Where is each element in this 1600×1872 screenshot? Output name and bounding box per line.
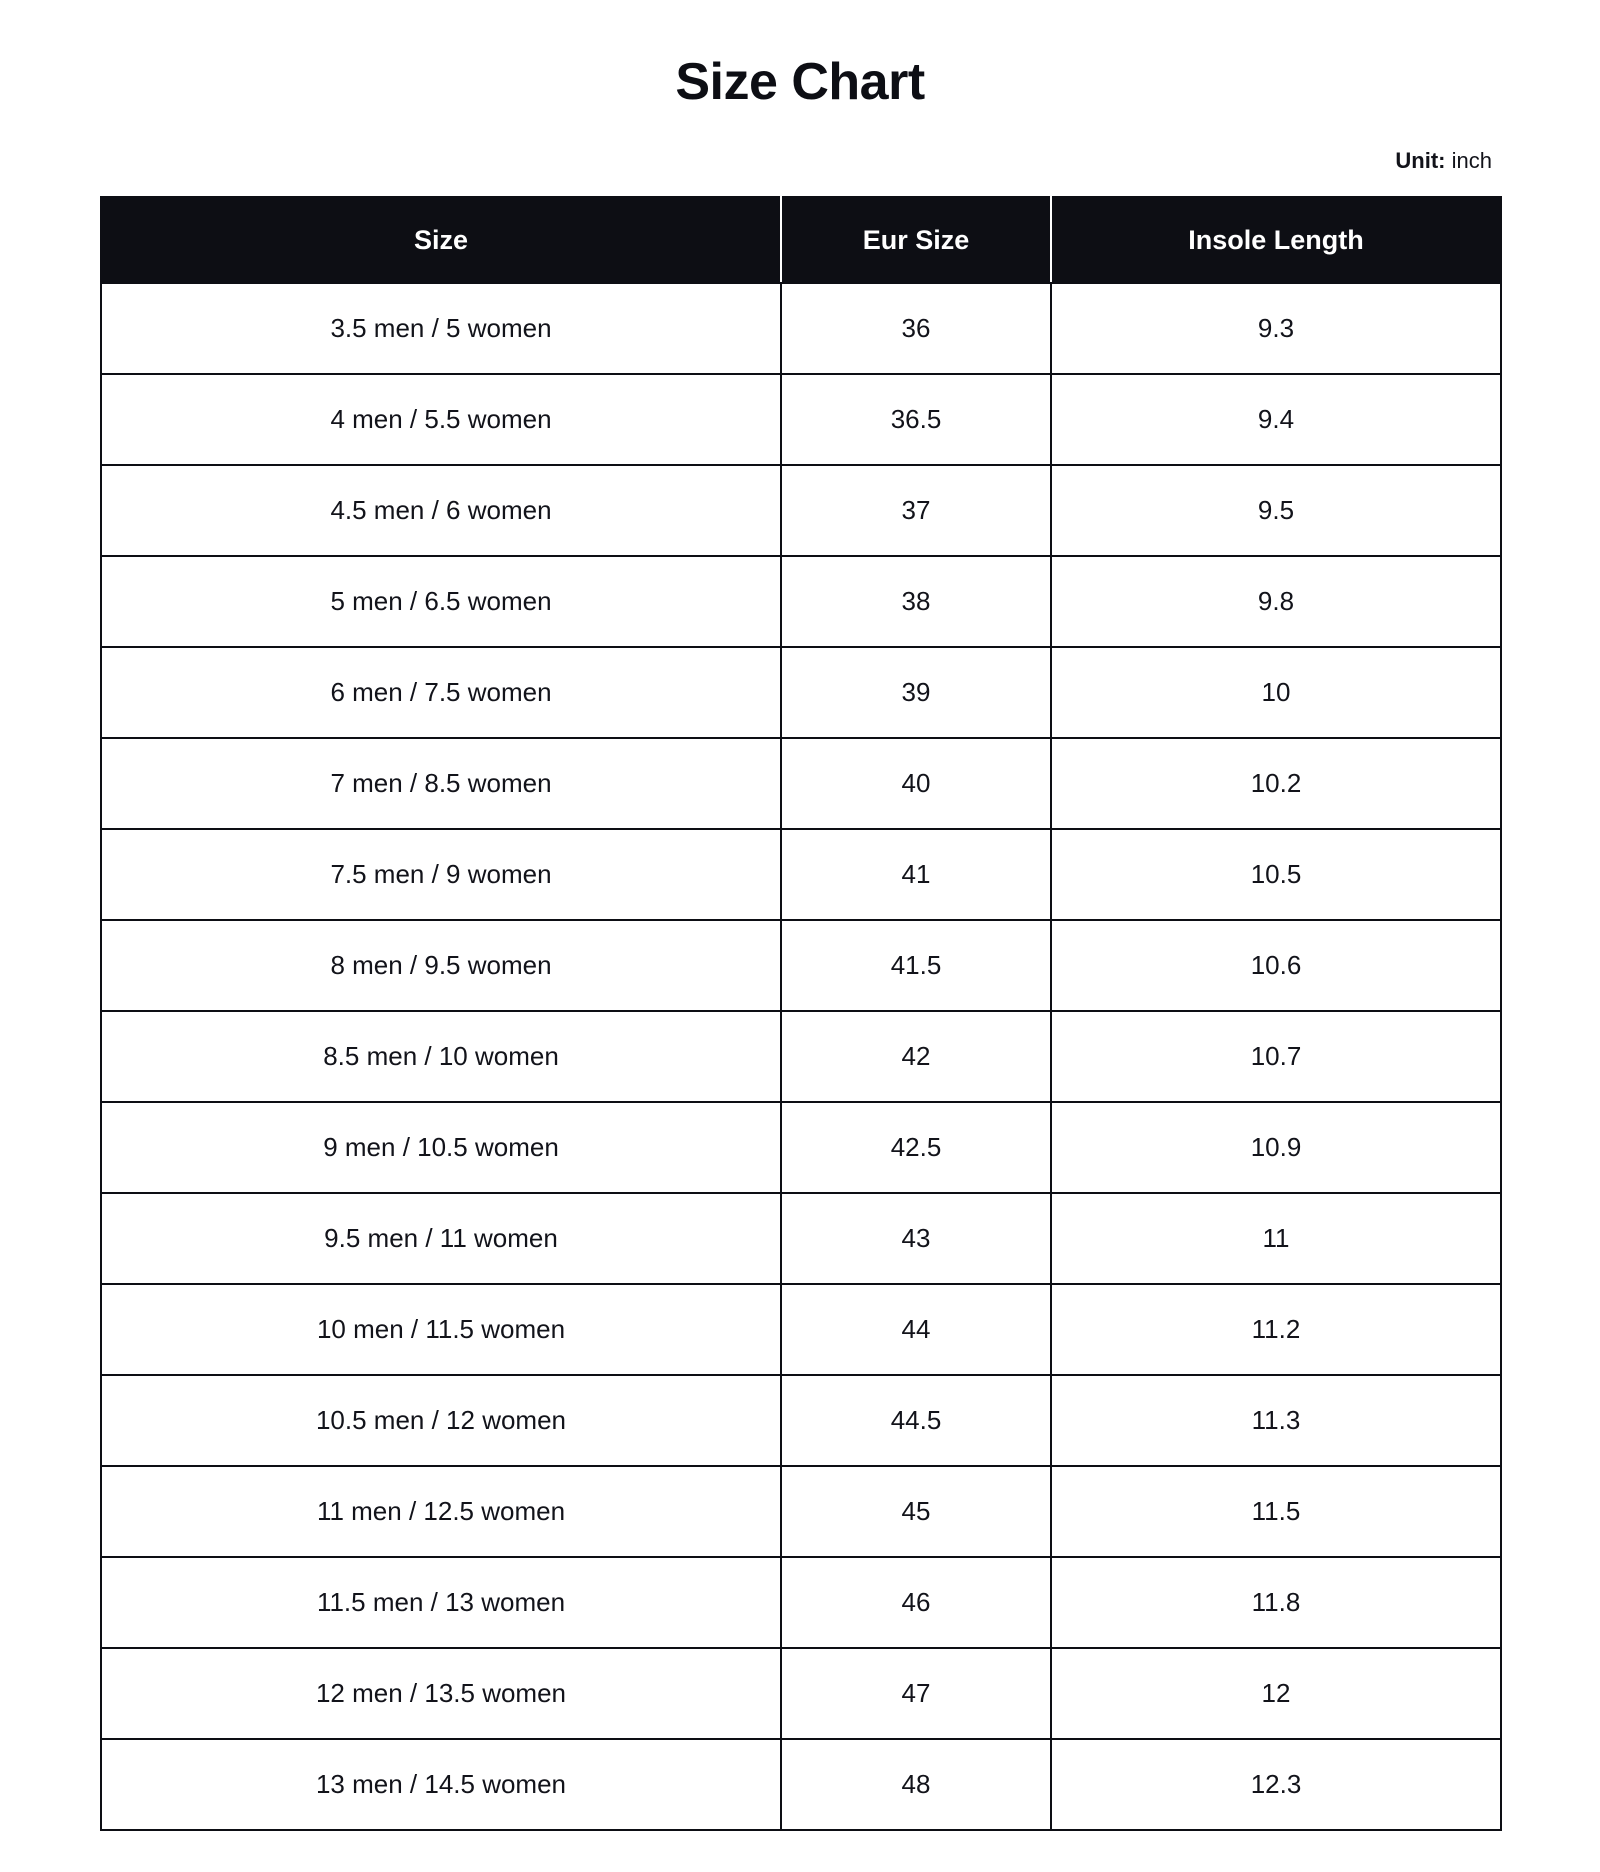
table-row: [101, 556, 1501, 647]
table-row: [101, 829, 1501, 920]
cell-size: 4 men / 5.5 women: [101, 374, 781, 465]
cell-insole-length: 10.2: [1051, 738, 1501, 829]
table-row: [101, 920, 1501, 1011]
cell-size: 6 men / 7.5 women: [101, 647, 781, 738]
cell-eur-size: 39: [781, 647, 1051, 738]
unit-note: [100, 148, 1500, 174]
unit-label: Unit:: [1395, 148, 1446, 173]
cell-size: 7.5 men / 9 women: [101, 829, 781, 920]
cell-eur-size: 41: [781, 829, 1051, 920]
cell-eur-size: 43: [781, 1193, 1051, 1284]
column-header-eur-size: Eur Size: [781, 197, 1051, 283]
table-row: [101, 283, 1501, 374]
cell-insole-length: 11.3: [1051, 1375, 1501, 1466]
cell-insole-length: 10.7: [1051, 1011, 1501, 1102]
table-body: [101, 283, 1501, 1830]
cell-size: 11.5 men / 13 women: [101, 1557, 781, 1648]
cell-insole-length: 11.2: [1051, 1284, 1501, 1375]
table-row: [101, 1557, 1501, 1648]
cell-size: 10.5 men / 12 women: [101, 1375, 781, 1466]
table-row: [101, 647, 1501, 738]
cell-insole-length: 11: [1051, 1193, 1501, 1284]
unit-value: inch: [1451, 148, 1492, 173]
cell-insole-length: 12: [1051, 1648, 1501, 1739]
cell-insole-length: 9.4: [1051, 374, 1501, 465]
cell-insole-length: 10.6: [1051, 920, 1501, 1011]
cell-size: 11 men / 12.5 women: [101, 1466, 781, 1557]
cell-size: 8 men / 9.5 women: [101, 920, 781, 1011]
table-row: [101, 1739, 1501, 1830]
table-row: [101, 738, 1501, 829]
cell-insole-length: 9.5: [1051, 465, 1501, 556]
cell-size: 9 men / 10.5 women: [101, 1102, 781, 1193]
table-row: [101, 1193, 1501, 1284]
cell-eur-size: 42.5: [781, 1102, 1051, 1193]
cell-insole-length: 10: [1051, 647, 1501, 738]
cell-size: 12 men / 13.5 women: [101, 1648, 781, 1739]
cell-size: 8.5 men / 10 women: [101, 1011, 781, 1102]
cell-size: 9.5 men / 11 women: [101, 1193, 781, 1284]
table-row: [101, 1102, 1501, 1193]
table-row: [101, 1375, 1501, 1466]
cell-insole-length: 10.9: [1051, 1102, 1501, 1193]
cell-eur-size: 36.5: [781, 374, 1051, 465]
table-header-row: [101, 197, 1501, 283]
table-row: [101, 465, 1501, 556]
cell-insole-length: 10.5: [1051, 829, 1501, 920]
cell-eur-size: 45: [781, 1466, 1051, 1557]
size-chart-table: [100, 196, 1502, 1831]
table-header: [101, 197, 1501, 283]
cell-size: 7 men / 8.5 women: [101, 738, 781, 829]
table-row: [101, 374, 1501, 465]
cell-eur-size: 37: [781, 465, 1051, 556]
cell-size: 13 men / 14.5 women: [101, 1739, 781, 1830]
cell-eur-size: 47: [781, 1648, 1051, 1739]
table-row: [101, 1284, 1501, 1375]
cell-insole-length: 12.3: [1051, 1739, 1501, 1830]
cell-size: 3.5 men / 5 women: [101, 283, 781, 374]
table-row: [101, 1648, 1501, 1739]
cell-insole-length: 11.8: [1051, 1557, 1501, 1648]
table-row: [101, 1011, 1501, 1102]
cell-insole-length: 11.5: [1051, 1466, 1501, 1557]
page-title: Size Chart: [675, 53, 925, 111]
cell-eur-size: 46: [781, 1557, 1051, 1648]
cell-size: 10 men / 11.5 women: [101, 1284, 781, 1375]
cell-insole-length: 9.8: [1051, 556, 1501, 647]
cell-eur-size: 44.5: [781, 1375, 1051, 1466]
cell-eur-size: 38: [781, 556, 1051, 647]
column-header-size: Size: [101, 197, 781, 283]
cell-eur-size: 44: [781, 1284, 1051, 1375]
cell-eur-size: 36: [781, 283, 1051, 374]
cell-size: 5 men / 6.5 women: [101, 556, 781, 647]
cell-eur-size: 40: [781, 738, 1051, 829]
cell-insole-length: 9.3: [1051, 283, 1501, 374]
cell-size: 4.5 men / 6 women: [101, 465, 781, 556]
table-row: [101, 1466, 1501, 1557]
cell-eur-size: 41.5: [781, 920, 1051, 1011]
column-header-insole-length: Insole Length: [1051, 197, 1501, 283]
cell-eur-size: 48: [781, 1739, 1051, 1830]
cell-eur-size: 42: [781, 1011, 1051, 1102]
